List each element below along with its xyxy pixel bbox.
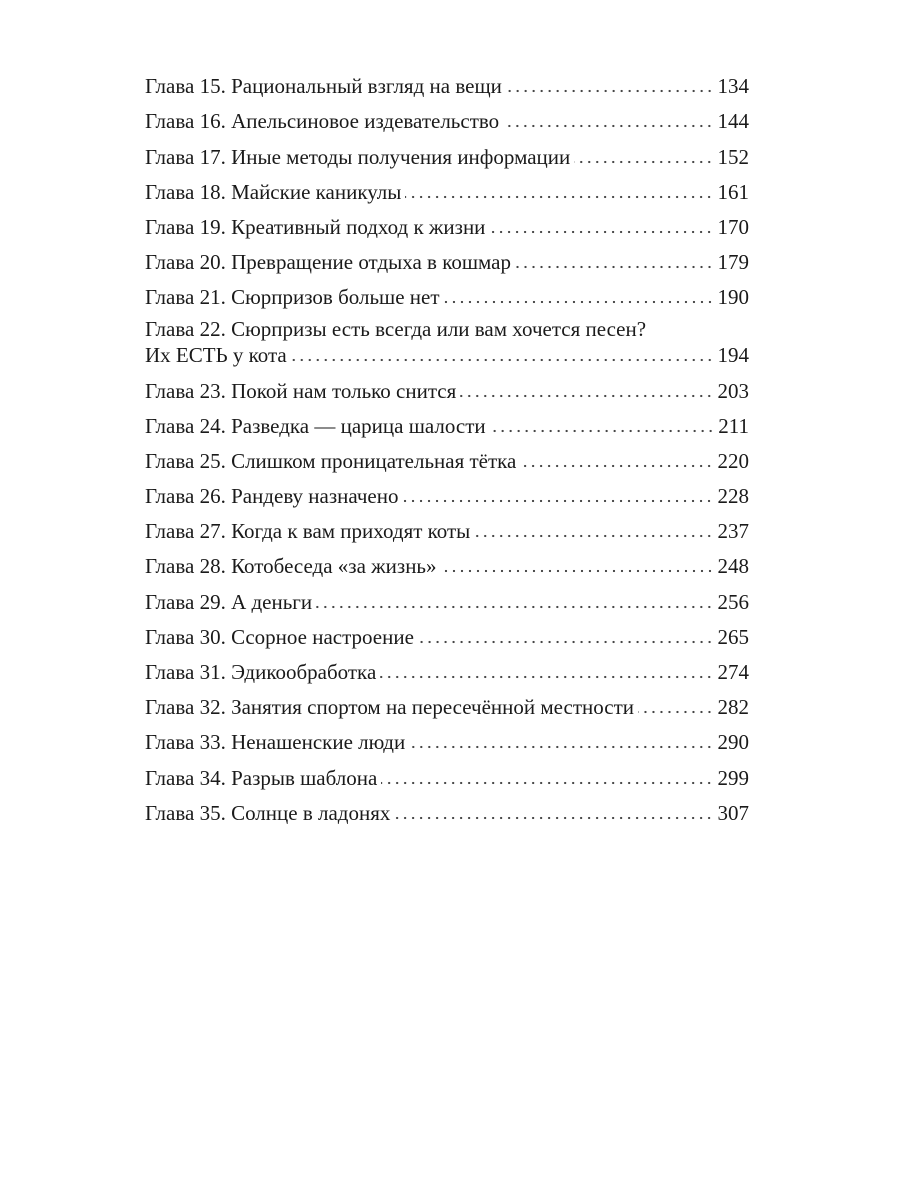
dot-leader [409,745,713,749]
dot-leader [490,429,715,433]
dot-leader [489,230,713,234]
toc-entry-page: 307 [717,800,749,825]
toc-entry-page: 274 [717,660,749,684]
toc-entry-title-line1: Глава 22. Сюрпризы есть всегда или вам хочется песен? [145,317,647,342]
toc-entry-title: Глава 35. Солнце в ладонях [145,800,391,825]
toc-entry-page: 161 [717,179,749,204]
toc-entry [145,368,749,403]
toc-entry-page: 170 [717,214,749,239]
toc-entry [145,240,749,275]
dot-leader [291,358,714,362]
toc-entry [145,685,749,720]
dot-leader [444,300,714,304]
dot-leader [394,816,713,820]
table-of-contents [145,64,749,826]
dot-leader [503,124,713,128]
dot-leader [405,195,713,199]
toc-entry [145,99,749,134]
toc-entry-title: Глава 18. Майские каникулы [145,179,402,204]
toc-entry-title: Их ЕСТЬ у кота [145,343,287,368]
toc-entry-page: 144 [717,109,749,134]
toc-entry-title: Глава 17. Иные методы получения информации [145,144,571,169]
toc-entry-page: 179 [717,250,749,275]
toc-entry [145,720,749,755]
dot-leader [381,781,713,785]
toc-entry [145,64,749,99]
toc-entry [145,404,749,439]
toc-entry-title: Глава 21. Сюрпризов больше нет [145,285,440,310]
toc-entry-page: 220 [717,448,749,473]
toc-entry-page: 282 [717,695,749,720]
toc-entry-title: Глава 32. Занятия спортом на пересечённой местности [145,695,635,720]
toc-entry [145,310,749,368]
toc-entry [145,439,749,474]
toc-entry-page: 290 [717,730,749,755]
toc-entry-title: Глава 29. А деньги [145,589,313,614]
toc-entry-title: Глава 25. Слишком проницательная тётка [145,448,517,473]
toc-entry-page: 265 [717,624,749,649]
toc-entry-page: 256 [717,589,749,614]
toc-entry [145,755,749,790]
toc-entry-title: Глава 27. Когда к вам приходят коты [145,519,471,544]
toc-entry-title: Глава 28. Котобеседа «за жизнь» [145,554,437,579]
toc-entry-page: 237 [717,519,749,544]
dot-leader [574,160,713,164]
toc-entry [145,544,749,579]
toc-entry [145,205,749,240]
toc-entry-title: Глава 26. Рандеву назначено [145,484,399,509]
toc-entry [145,579,749,614]
toc-entry-title: Глава 20. Превращение отдыха в кошмар [145,250,511,275]
toc-entry-page: 211 [718,413,749,438]
toc-entry [145,650,749,685]
toc-entry-title: Глава 19. Креативный подход к жизни [145,214,486,239]
dot-leader [380,675,713,679]
toc-entry [145,275,749,310]
toc-entry-page: 203 [717,378,749,403]
toc-entry-page: 190 [717,285,749,310]
toc-entry-title: Глава 34. Разрыв шаблона [145,765,378,790]
dot-leader [460,394,713,398]
dot-leader [441,569,714,573]
dot-leader [515,265,714,269]
toc-entry [145,791,749,826]
toc-entry-title: Глава 33. Ненашенские люди [145,730,406,755]
toc-entry [145,615,749,650]
toc-entry-page: 299 [717,765,749,790]
toc-entry-title: Глава 23. Покой нам только снится [145,378,457,403]
toc-entry-page: 228 [717,484,749,509]
toc-entry-page: 248 [717,554,749,579]
toc-entry-page: 134 [717,74,749,99]
toc-entry [145,170,749,205]
toc-entry [145,134,749,169]
toc-entry-title: Глава 30. Ссорное настроение [145,624,414,649]
toc-entry-title: Глава 31. Эдикообработка [145,660,377,684]
dot-leader [520,464,713,468]
toc-entry-page: 152 [717,144,749,169]
dot-leader [474,534,713,538]
toc-entry-title: Глава 16. Апельсиновое издевательство [145,109,500,134]
dot-leader [418,640,714,644]
toc-entry [145,509,749,544]
toc-entry-title: Глава 15. Рациональный взгляд на вещи [145,74,502,99]
dot-leader [506,89,714,93]
dot-leader [316,605,713,609]
toc-entry-page: 194 [717,343,749,368]
toc-entry-last-line [145,342,749,368]
dot-leader [402,499,713,503]
toc-entry [145,474,749,509]
dot-leader [638,710,713,714]
toc-entry-title: Глава 24. Разведка — царица шалости [145,413,486,438]
